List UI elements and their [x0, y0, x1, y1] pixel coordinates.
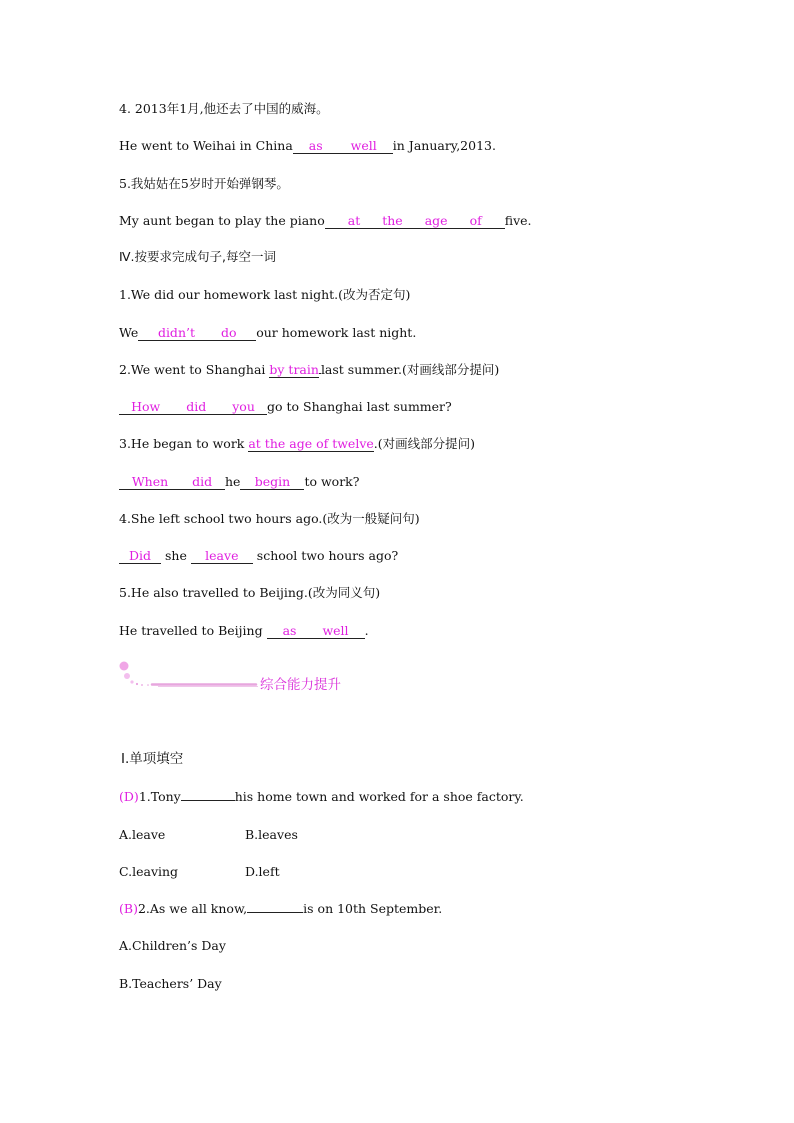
option-a: A.leave — [119, 827, 166, 842]
answer-word: didn’t — [157, 325, 195, 340]
answer-word: as — [308, 138, 323, 153]
sentence-text: is on 10th September. — [303, 901, 443, 916]
answer-letter: B — [123, 901, 134, 916]
answer-blank — [181, 800, 235, 801]
answer-word: well — [322, 623, 349, 638]
answer-word: leave — [205, 548, 239, 563]
sentence-text: he — [225, 474, 241, 489]
part-4-heading: Ⅳ.按要求完成句子,每空一词 — [119, 249, 276, 264]
option-b: B.Teachers’ Day — [119, 976, 222, 991]
answer-letter: D — [123, 789, 134, 804]
sentence-text: My aunt began to play the piano — [119, 213, 325, 228]
answer-word: the — [382, 213, 403, 228]
question-5-english — [119, 213, 532, 229]
answer-word: How — [131, 399, 161, 414]
answer-word: at — [347, 213, 361, 228]
sentence-text: in January,2013. — [392, 138, 496, 153]
answer-word: When — [131, 474, 169, 489]
sentence-text: We — [119, 325, 139, 340]
answer-blank — [247, 912, 303, 913]
answer-word: did — [192, 474, 213, 489]
question-4-english — [119, 138, 496, 154]
sentence-text: she — [161, 548, 191, 563]
part-1-heading: Ⅰ.单项填空 — [121, 751, 184, 767]
sentence-text: 2.We went to Shanghai — [119, 362, 270, 377]
p1-question-2: (B)2.As we all know, is on 10th September. — [119, 901, 443, 916]
sentence-text: go to Shanghai last summer? — [267, 399, 452, 414]
answer-blank — [191, 549, 253, 564]
answer-word: do — [221, 325, 237, 340]
answer-blank — [325, 214, 505, 229]
p4-answer-1 — [119, 325, 416, 341]
answer-blank — [267, 624, 365, 639]
sentence-text: He travelled to Beijing — [119, 623, 267, 638]
option-b: B.leaves — [245, 827, 298, 842]
p4-answer-5 — [119, 623, 369, 639]
sentence-text: last summer.(对画线部分提问) — [320, 362, 500, 377]
answer-word: did — [186, 399, 207, 414]
p4-question-1: 1.We did our homework last night.(改为否定句) — [119, 287, 411, 302]
sentence-text: our homework last night. — [256, 325, 417, 340]
answer-blank — [119, 549, 161, 564]
answer-word: you — [232, 399, 255, 414]
answer-blank — [138, 326, 256, 341]
section-divider-ornament — [118, 658, 268, 692]
answer-word: as — [282, 623, 297, 638]
option-d: D.left — [245, 864, 280, 879]
underlined-phrase: at the age of twelve — [248, 436, 374, 451]
sentence-text: school two hours ago? — [252, 548, 399, 563]
p4-question-3 — [119, 436, 475, 452]
sentence-text: 1.Tony — [138, 789, 181, 804]
answer-blank — [293, 139, 393, 154]
underlined-phrase: by train — [269, 362, 319, 377]
option-a: A.Children’s Day — [119, 938, 226, 953]
p4-question-4: 4.She left school two hours ago.(改为一般疑问句) — [119, 511, 420, 526]
answer-blank — [240, 475, 304, 490]
question-5-chinese: 5.我姑姑在5岁时开始弹钢琴。 — [119, 176, 289, 191]
p4-question-5: 5.He also travelled to Beijing.(改为同义句) — [119, 585, 381, 600]
answer-blank — [119, 475, 225, 490]
sentence-text: five. — [504, 213, 532, 228]
question-4-chinese: 4. 2013年1月,他还去了中国的威海。 — [119, 101, 329, 116]
answer-word: well — [350, 138, 377, 153]
sentence-text: .(对画线部分提问) — [373, 436, 476, 451]
answer-blank — [119, 400, 267, 415]
sentence-text: 3.He began to work — [119, 436, 249, 451]
p1-question-1: (D)1.Tony his home town and worked for a shoe factory. — [119, 789, 524, 804]
sentence-text: 2.As we all know, — [137, 901, 248, 916]
sentence-text: He went to Weihai in China — [119, 138, 293, 153]
p4-answer-4 — [119, 548, 398, 564]
answer-word: of — [469, 213, 482, 228]
sentence-text: his home town and worked for a shoe factory. — [234, 789, 524, 804]
section-title: 综合能力提升 — [260, 677, 341, 693]
sentence-text: to work? — [304, 474, 360, 489]
sentence-text: . — [364, 623, 369, 638]
p4-question-2 — [119, 362, 499, 378]
answer-word: age — [424, 213, 448, 228]
option-c: C.leaving — [119, 864, 179, 879]
answer-word: begin — [254, 474, 291, 489]
p4-answer-2 — [119, 399, 452, 415]
answer-word: Did — [128, 548, 152, 563]
p4-answer-3 — [119, 474, 359, 490]
